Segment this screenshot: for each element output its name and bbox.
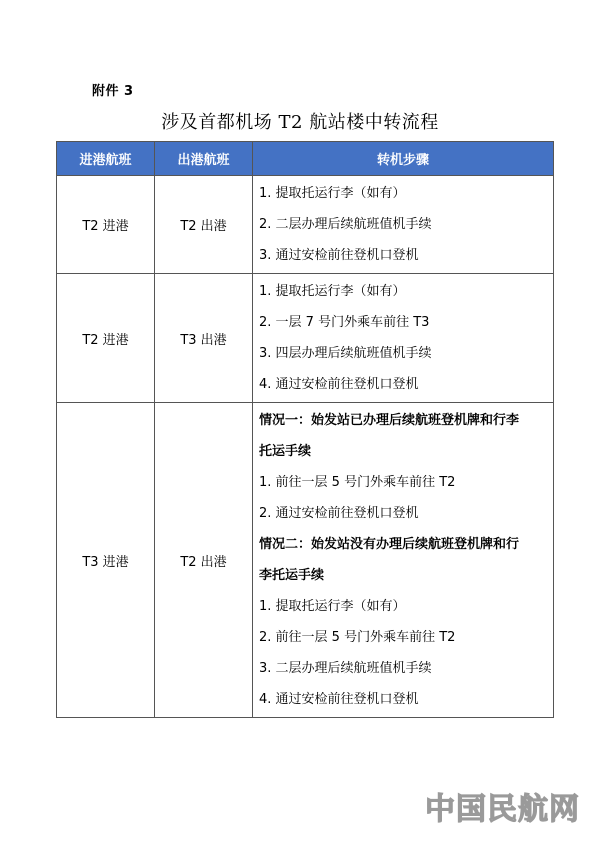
step-line: 3. 二层办理后续航班值机手续	[259, 661, 432, 676]
watermark-logo: 中国民航网	[425, 792, 580, 827]
step-line: 2. 一层 7 号门外乘车前往 T3	[259, 315, 430, 330]
header-departure: 出港航班	[155, 142, 253, 176]
transfer-table	[56, 141, 554, 718]
header-steps: 转机步骤	[253, 142, 554, 176]
table-row	[57, 176, 554, 274]
steps-cell	[253, 176, 554, 274]
departure-cell: T2 出港	[155, 176, 253, 274]
step-line: 2. 前往一层 5 号门外乘车前往 T2	[259, 630, 456, 645]
step-line: 4. 通过安检前往登机口登机	[259, 377, 419, 392]
attachment-label: 附件 3	[92, 84, 134, 99]
step-line: 1. 提取托运行李（如有）	[259, 186, 406, 201]
case-heading: 情况一：始发站已办理后续航班登机牌和行李	[259, 413, 520, 428]
step-line: 1. 前往一层 5 号门外乘车前往 T2	[259, 475, 456, 490]
step-line: 2. 二层办理后续航班值机手续	[259, 217, 432, 232]
step-line: 3. 四层办理后续航班值机手续	[259, 346, 432, 361]
arrival-cell: T2 进港	[57, 274, 155, 403]
steps-cell	[253, 274, 554, 403]
case-heading: 托运手续	[259, 444, 312, 459]
step-line: 3. 通过安检前往登机口登机	[259, 248, 419, 263]
case-heading: 情况二：始发站没有办理后续航班登机牌和行	[259, 537, 520, 552]
table-row	[57, 403, 554, 718]
step-line: 1. 提取托运行李（如有）	[259, 284, 406, 299]
arrival-cell: T3 进港	[57, 403, 155, 718]
step-line: 4. 通过安检前往登机口登机	[259, 692, 419, 707]
arrival-cell: T2 进港	[57, 176, 155, 274]
step-line: 2. 通过安检前往登机口登机	[259, 506, 419, 521]
document-title: 涉及首都机场 T2 航站楼中转流程	[161, 112, 439, 133]
departure-cell: T3 出港	[155, 274, 253, 403]
departure-cell: T2 出港	[155, 403, 253, 718]
step-line: 1. 提取托运行李（如有）	[259, 599, 406, 614]
case-heading: 李托运手续	[259, 568, 325, 583]
header-arrival: 进港航班	[57, 142, 155, 176]
table-row	[57, 274, 554, 403]
steps-cell	[253, 403, 554, 718]
table-header-row	[57, 142, 554, 176]
